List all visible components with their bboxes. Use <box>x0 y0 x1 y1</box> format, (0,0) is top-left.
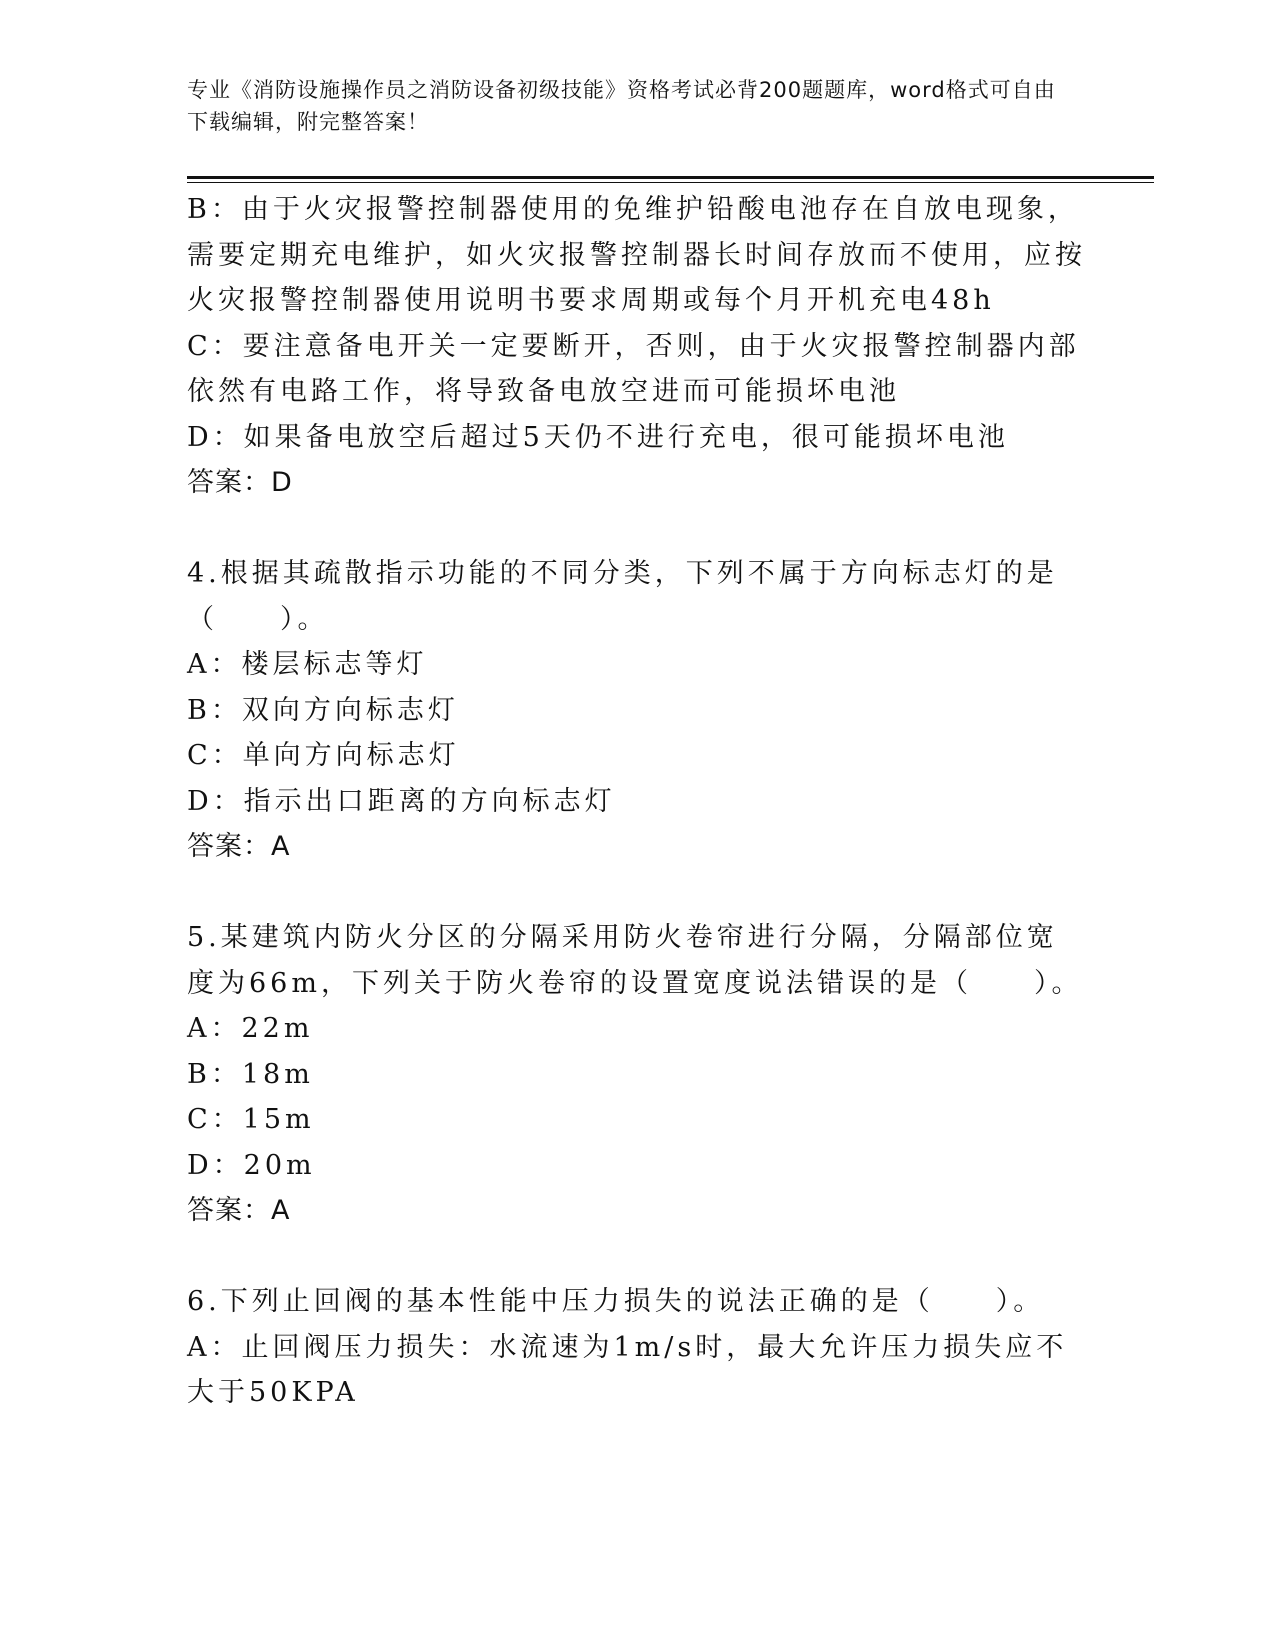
option-b: B：18m <box>187 1058 314 1090</box>
option-c: C：单向方向标志灯 <box>187 740 460 771</box>
header-divider-thick <box>187 176 1154 179</box>
option-d: D：如果备电放空后超过5天仍不进行充电，很可能损坏电池 <box>187 421 1009 453</box>
question-text: 4.根据其疏散指示功能的不同分类，下列不属于方向标志灯的是（ ）。 <box>187 558 1058 635</box>
question-6 <box>187 1279 1087 1416</box>
option-d: D：20m <box>187 1149 316 1181</box>
answer: 答案：A <box>187 831 291 862</box>
question-text: 6.下列止回阀的基本性能中压力损失的说法正确的是（ ）。 <box>187 1286 1045 1317</box>
question-3-continuation <box>187 187 1087 506</box>
header-text: 专业《消防设施操作员之消防设备初级技能》资格考试必背200题题库，word格式可自由下载编辑，附完整答案！ <box>187 78 1056 134</box>
option-a: A：22m <box>187 1013 314 1044</box>
option-b: B：由于火灾报警控制器使用的免维护铅酸电池存在自放电现象，需要定期充电维护，如火灾报警控制器长时间存放而不使用，应按火灾报警控制器使用说明书要求周期或每个月开机充电48h <box>187 194 1086 316</box>
question-text: 5.某建筑内防火分区的分隔采用防火卷帘进行分隔，分隔部位宽度为66m，下列关于防火卷帘的设置宽度说法错误的是（ ）。 <box>187 922 1083 999</box>
option-c: C：15m <box>187 1104 315 1135</box>
option-b: B：双向方向标志灯 <box>187 694 459 726</box>
spacer <box>187 506 1087 552</box>
question-content <box>187 187 1087 1416</box>
question-4 <box>187 551 1087 870</box>
option-a: A：楼层标志等灯 <box>187 649 428 680</box>
spacer <box>187 870 1087 916</box>
spacer <box>187 1234 1087 1280</box>
document-header <box>187 74 1067 138</box>
answer: 答案：A <box>187 1195 291 1226</box>
question-5 <box>187 915 1087 1234</box>
option-c: C：要注意备电开关一定要断开，否则，由于火灾报警控制器内部依然有电路工作，将导致备电放空进而可能损坏电池 <box>187 330 1080 407</box>
header-divider-thin <box>187 182 1154 183</box>
option-a: A：止回阀压力损失：水流速为1m/s时，最大允许压力损失应不大于50KPA <box>187 1331 1068 1408</box>
answer: 答案：D <box>187 467 293 498</box>
option-d: D：指示出口距离的方向标志灯 <box>187 785 616 817</box>
